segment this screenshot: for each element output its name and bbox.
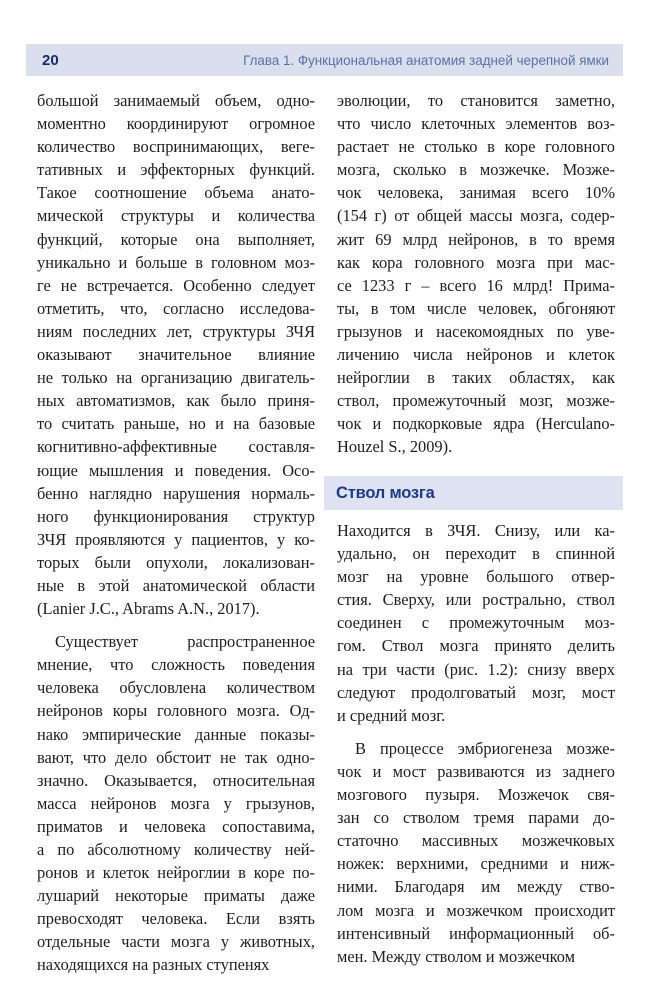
text-line: функций, которые она выполняет, xyxy=(37,229,315,249)
paragraph xyxy=(337,519,615,727)
text-line: чок человека, занимая всего 10% xyxy=(337,183,615,203)
text-line: мозг на уровне большого отвер- xyxy=(337,567,615,587)
text-line: человека обусловлена количеством xyxy=(37,678,315,698)
text-line: личению числа нейронов и клеток xyxy=(337,345,615,365)
text-line: чок и подкорковые ядра (Herculano- xyxy=(337,414,615,434)
text-line: отметить, что, согласно исследова- xyxy=(37,298,315,318)
text-line: Существует распространенное xyxy=(55,632,315,652)
page-number: 20 xyxy=(42,51,59,69)
text-line: находящихся на разных ступенях xyxy=(37,955,270,975)
text-line: ствол, промежуточный мозг, мозже- xyxy=(337,391,615,411)
text-line: что число клеточных элементов воз- xyxy=(337,114,615,134)
text-line: мической структуры и количества xyxy=(37,206,315,226)
text-line: мнение, что сложность поведения xyxy=(37,655,315,675)
running-header xyxy=(26,44,623,76)
text-line: уникально и больше в головном моз- xyxy=(37,252,315,272)
text-line: эволюции, то становится заметно, xyxy=(337,91,615,110)
text-line: количество воспринимающих, веге- xyxy=(37,137,315,157)
text-line: лушарий некоторые приматы даже xyxy=(37,886,315,906)
text-line: и средний мозг. xyxy=(337,705,446,725)
text-line: моментно координируют огромное xyxy=(37,114,315,134)
paragraph xyxy=(337,89,615,459)
text-line: мен. Между стволом и мозжечком xyxy=(337,946,575,966)
text-line: а по абсолютному количеству ней- xyxy=(37,840,315,859)
text-line: статочно массивных мозжечковых xyxy=(337,831,615,851)
text-line: гом. Ствол мозга принято делить xyxy=(337,636,615,656)
text-line: ниям последних лет, структуры ЗЧЯ xyxy=(37,321,315,341)
text-line: ющие мышления и поведения. Осо- xyxy=(37,460,315,480)
text-line: ронов и клеток нейроглии в коре по- xyxy=(37,863,315,883)
text-line: тативных и эффекторных функций. xyxy=(37,160,315,180)
text-line: ножек: верхними, средними и ниж- xyxy=(337,854,615,874)
text-line: ЗЧЯ проявляются у пациентов, у ко- xyxy=(37,529,315,549)
text-line: бенно наглядно нарушения нормаль- xyxy=(37,483,315,503)
right-column-lower xyxy=(337,519,615,968)
text-line: ними. Благодаря им между ство- xyxy=(337,877,615,897)
text-line: большой занимаемый объем, одно- xyxy=(37,91,315,110)
text-line: стия. Сверху, или рострально, ствол xyxy=(337,590,615,610)
text-line: В процессе эмбриогенеза мозже- xyxy=(355,738,615,758)
text-line: (154 г) от общей массы мозга, содер- xyxy=(337,206,615,226)
text-line: не только на организацию двигатель- xyxy=(37,368,315,388)
running-title: Глава 1. Функциональная анатомия задней черепной ямки xyxy=(243,52,609,68)
text-line: лом мозга и мозжечком происходит xyxy=(337,900,615,920)
right-column xyxy=(337,89,615,459)
text-line: Houzel S., 2009). xyxy=(337,437,453,457)
text-line: соединен с промежуточным моз- xyxy=(337,613,615,633)
text-line: нейронов коры головного мозга. Од- xyxy=(37,701,315,721)
text-line: ные в этой анатомической области xyxy=(37,575,315,595)
text-line: интенсивный информационный об- xyxy=(337,923,615,943)
text-line: когнитивно-аффективные составля- xyxy=(37,437,315,457)
text-line: се 1233 г – всего 16 млрд! Прима- xyxy=(337,275,615,295)
section-heading: Ствол мозга xyxy=(336,483,435,502)
text-line: на три части (рис. 1.2): снизу вверх xyxy=(337,659,615,679)
text-line: ге не встречается. Особенно следует xyxy=(37,275,315,295)
left-column xyxy=(37,89,315,977)
text-line: превосходят человека. Если взять xyxy=(37,909,315,929)
text-line: чок и мост развиваются из заднего xyxy=(337,761,615,781)
text-line: зан со стволом тремя парами до- xyxy=(337,808,615,828)
text-line: ты, в том числе человек, обгоняют xyxy=(337,298,615,318)
text-line: удально, он переходит в спинной xyxy=(337,544,615,564)
text-line: (Lanier J.C., Abrams A.N., 2017). xyxy=(37,599,260,619)
text-line: торых были опухоли, локализован- xyxy=(37,552,315,572)
paragraph xyxy=(37,89,315,620)
text-line: мозгового пузыря. Мозжечок свя- xyxy=(337,785,615,805)
text-line: отдельные части мозга у животных, xyxy=(37,932,315,952)
paragraph xyxy=(337,737,615,968)
text-line: оказывают значительное влияние xyxy=(37,345,315,365)
text-line: ного функционирования структур xyxy=(37,506,315,526)
text-line: значно. Оказывается, относительная xyxy=(37,770,315,790)
text-line: следуют продолговатый мозг, мост xyxy=(337,682,615,702)
text-line: вают, что дело обстоит не так одно- xyxy=(37,747,315,767)
text-line: нейроглии в таких областях, как xyxy=(337,368,615,388)
text-line: ных автоматизмов, как было приня- xyxy=(37,391,315,411)
text-line: растает не столько в коре головного xyxy=(337,137,615,157)
text-line: приматов и человека сопоставима, xyxy=(37,816,315,836)
text-line: Такое соотношение объема анато- xyxy=(37,183,315,203)
text-line: грызунов и насекомоядных по уве- xyxy=(337,321,615,341)
text-line: то считать раньше, но и на базовые xyxy=(37,414,315,434)
text-line: Находится в ЗЧЯ. Снизу, или ка- xyxy=(337,521,615,540)
text-line: как кора головного мозга при мас- xyxy=(337,252,615,272)
text-line: мозга, сколько в мозжечке. Мозже- xyxy=(337,160,615,180)
paragraph xyxy=(37,630,315,976)
text-line: масса нейронов мозга у грызунов, xyxy=(37,793,315,813)
text-line: нако эмпирические данные показы- xyxy=(37,724,315,744)
text-line: жит 69 млрд нейронов, в то время xyxy=(337,229,615,249)
